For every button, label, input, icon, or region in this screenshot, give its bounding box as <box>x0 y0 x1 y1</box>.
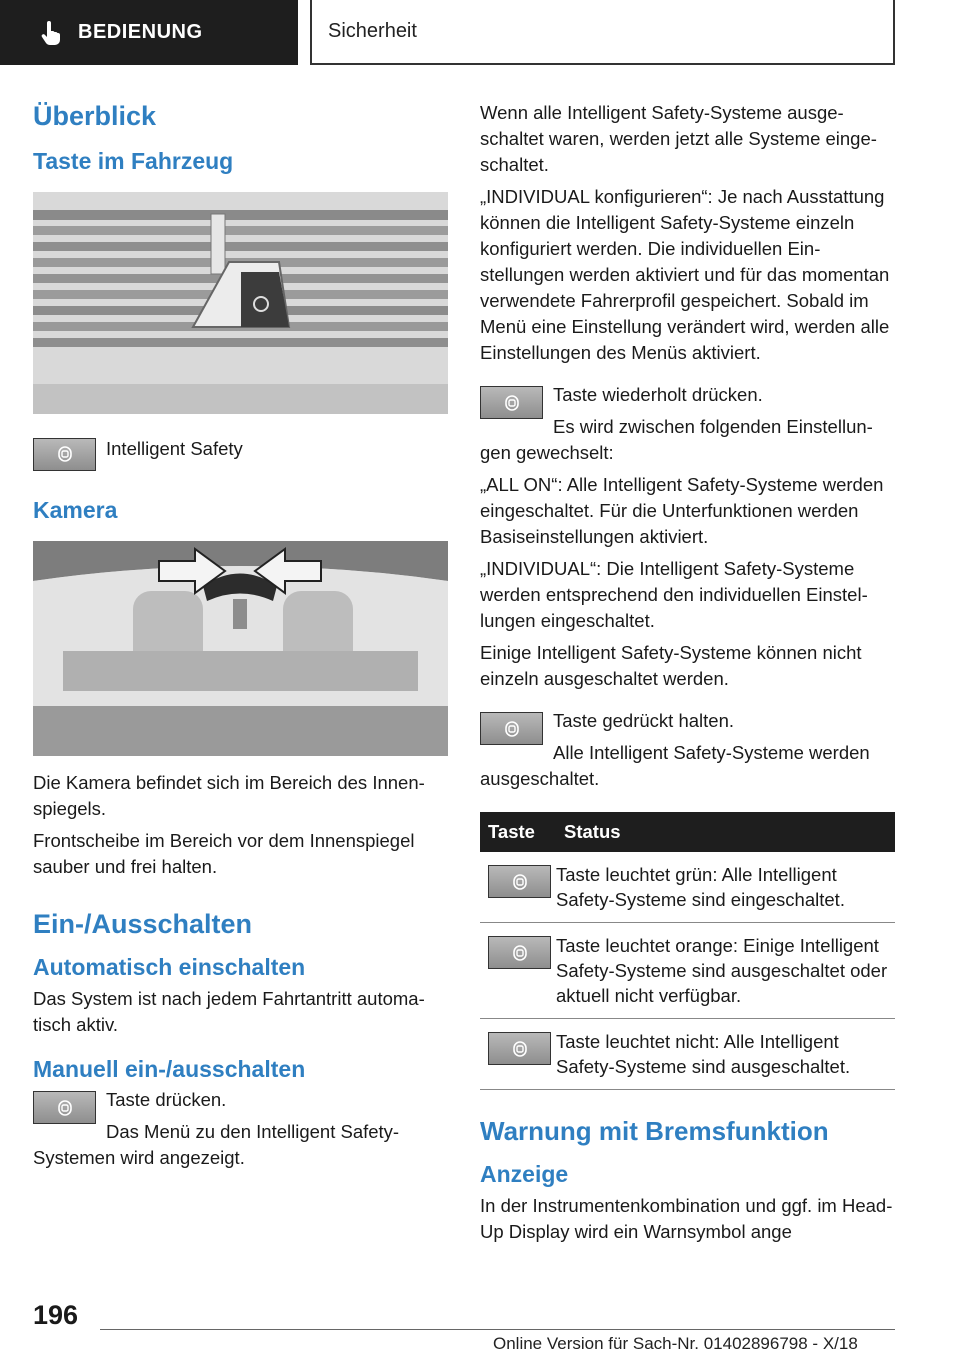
individual-option: „INDIVIDUAL“: Die Intelligent Safety-Systeme werden entsprechend den individuellen Einstellungen eingeschaltet. <box>480 558 868 631</box>
repeat-step: Taste wiederholt drücken. <box>553 384 763 405</box>
status-table <box>480 812 895 1090</box>
camera-interior-illustration <box>33 541 448 756</box>
camera-text-1: Die Kamera befindet sich im Bereich des Innenspiegels. <box>33 771 425 819</box>
dashboard-button-illustration <box>33 192 448 414</box>
button-label: Intelligent Safety <box>106 437 243 459</box>
hold-step: Taste gedrückt halten. <box>553 710 734 731</box>
section-tab <box>0 0 298 65</box>
hand-touch-icon <box>38 20 64 46</box>
status-off: Taste leuchtet nicht: Alle Intelligent Safety-Systeme sind ausgeschaltet. <box>556 1019 895 1090</box>
repeat-instruction <box>480 382 895 466</box>
heading-auto-on: Automatisch einschalten <box>33 953 306 980</box>
manual-instruction <box>33 1087 448 1171</box>
all-on-text: Wenn alle Intelligent Safety-Systeme ausgeschaltet waren, werden jetzt alle Systeme eingeschaltet. <box>480 102 877 175</box>
heading-on-off: Ein-/Ausschalten <box>33 908 253 939</box>
section-title: BEDIENUNG <box>78 21 203 43</box>
heading-manual-on-off: Manuell ein-/ausschalten <box>33 1055 306 1082</box>
table-row <box>480 923 895 1019</box>
note-text: Einige Intelligent Safety-Systeme können nicht einzeln ausgeschaltet werden. <box>480 642 862 689</box>
intelligent-safety-icon <box>480 712 543 745</box>
heading-warning-braking: Warnung mit Bremsfunktion <box>480 1116 829 1146</box>
intelligent-safety-icon <box>488 865 551 898</box>
chapter-tab <box>310 0 895 65</box>
button-photo <box>33 192 448 414</box>
footer-divider <box>100 1329 895 1330</box>
camera-text-2: Frontscheibe im Bereich vor dem Innenspiegel sauber und frei halten. <box>33 829 415 877</box>
table-header-row <box>480 812 895 852</box>
camera-photo <box>33 541 448 756</box>
intelligent-safety-icon <box>33 1091 96 1124</box>
right-column <box>480 100 895 1251</box>
table-header-button: Taste <box>480 812 556 852</box>
heading-overview: Überblick <box>33 101 157 131</box>
intelligent-safety-icon <box>480 386 543 419</box>
table-row <box>480 1019 895 1090</box>
heading-display: Anzeige <box>480 1161 569 1188</box>
hold-instruction <box>480 708 895 792</box>
status-orange: Taste leuchtet orange: Einige Intelligent Safety-Systeme sind ausgeschaltet oder aktuell nicht verfügbar. <box>556 923 895 1019</box>
repeat-result: Es wird zwischen folgenden Einstellungen gewechselt: <box>480 416 873 463</box>
auto-on-text: Das System ist nach jedem Fahrtantritt automatisch aktiv. <box>33 987 425 1035</box>
heading-camera: Kamera <box>33 496 118 523</box>
table-header-status: Status <box>556 812 895 852</box>
table-row <box>480 852 895 923</box>
hold-result: Alle Intelligent Safety-Systeme werden ausgeschaltet. <box>480 742 870 789</box>
all-on-option: „ALL ON“: Alle Intelligent Safety-Systeme werden eingeschaltet. Für die Unterfunktionen werden Basiseinstellungen aktiviert. <box>480 474 884 547</box>
manual-result: Das Menü zu den Intelligent Safety-Systemen wird angezeigt. <box>33 1121 400 1169</box>
manual-step: Taste drücken. <box>106 1089 227 1111</box>
heading-button-in-vehicle: Taste im Fahrzeug <box>33 148 234 175</box>
status-green: Taste leuchtet grün: Alle Intelligent Safety-Systeme sind eingeschaltet. <box>556 852 895 923</box>
display-text: In der Instrumentenkombination und ggf. im Head-Up Display wird ein Warnsymbol ange <box>480 1194 893 1242</box>
left-column <box>33 100 448 1177</box>
page-number: 196 <box>33 1300 79 1330</box>
individual-config-text: „INDIVIDUAL konfigurieren“: Je nach Ausstattung können die Intelligent Safety-Systeme einzeln konfiguriert werden. Die individuellen Einstellungen werden aktiviert und für das momentan verwendete Fahrerprofil gespeichert. Sobald im Menü eine Einstellung verändert wird, werden alle Einstellungen des Menüs aktiviert. <box>480 186 890 363</box>
intelligent-safety-icon <box>33 438 96 471</box>
online-version-note: Online Version für Sach-Nr. 01402896798 - X/18 <box>493 1334 858 1353</box>
button-legend <box>33 428 448 475</box>
intelligent-safety-icon <box>488 936 551 969</box>
intelligent-safety-icon <box>488 1032 551 1065</box>
chapter-title: Sicherheit <box>328 20 417 42</box>
